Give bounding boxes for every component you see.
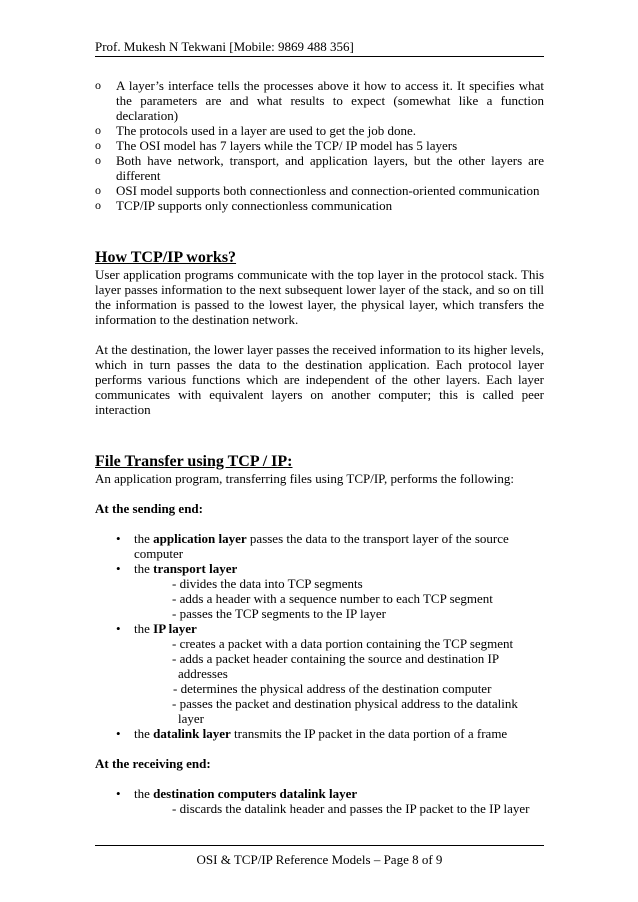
receiving-end-heading: At the receiving end: xyxy=(95,756,211,771)
sub-step: - adds a packet header containing the source and destination IP xyxy=(172,651,500,666)
list-item: • the application layer passes the data to the transport layer of the source computer xyxy=(116,531,509,561)
header-rule xyxy=(95,56,544,57)
bullet-icon: • xyxy=(116,621,121,636)
comparison-list xyxy=(95,78,544,213)
sending-steps-list xyxy=(95,531,544,741)
receiving-steps-list xyxy=(95,786,544,816)
bullet-icon: • xyxy=(116,531,121,546)
circle-bullet-icon: o xyxy=(95,153,101,167)
list-item: o TCP/IP supports only connectionless communication xyxy=(95,198,393,213)
list-item: o A layer’s interface tells the processes above it how to access it. It specifies what the parameters are and what results to expect (somewhat like a function declaration) xyxy=(95,78,544,123)
sub-step: - passes the packet and destination physical address to the datalink xyxy=(172,696,518,711)
page-header: Prof. Mukesh N Tekwani [Mobile: 9869 488 356] xyxy=(95,39,354,54)
sub-step-continuation: addresses xyxy=(178,666,228,681)
bullet-icon: • xyxy=(116,726,121,741)
section-heading-how-tcpip-works: How TCP/IP works? xyxy=(95,249,237,266)
list-item: o The protocols used in a layer are used to get the job done. xyxy=(95,123,416,138)
bullet-icon: • xyxy=(116,786,121,801)
circle-bullet-icon: o xyxy=(95,78,101,92)
sub-step: - determines the physical address of the destination computer xyxy=(173,681,492,696)
sub-step: - divides the data into TCP segments xyxy=(172,576,363,591)
paragraph: User application programs communicate with the top layer in the protocol stack. This layer passes information to the next subsequent lower layer of the stack, and so on till the information is passed to the lowest layer, the physical layer, which transfers the information to the destination network. xyxy=(95,267,544,327)
list-item: o Both have network, transport, and application layers, but the other layers are different xyxy=(95,153,544,183)
list-item: • the IP layer - creates a packet with a data portion containing the TCP segment - adds a packet header containing the source and destination IP addresses - determines the physical address of the destination computer - passes the packet and destination physical address to the datalink layer xyxy=(95,621,544,726)
circle-bullet-icon: o xyxy=(95,138,101,152)
page-footer: OSI & TCP/IP Reference Models – Page 8 of 9 xyxy=(196,852,443,867)
circle-bullet-icon: o xyxy=(95,123,101,137)
sub-step-continuation: layer xyxy=(178,711,204,726)
list-item: • the destination computers datalink layer - discards the datalink header and passes the IP packet to the IP layer xyxy=(95,786,544,816)
sending-end-heading: At the sending end: xyxy=(95,501,203,516)
circle-bullet-icon: o xyxy=(95,183,101,197)
paragraph: An application program, transferring files using TCP/IP, performs the following: xyxy=(95,471,514,486)
paragraph: At the destination, the lower layer passes the received information to its higher levels, which in turn passes the data to the destination application. Each protocol layer performs various functions which are independent of the other layers. Each layer communicates with equivalent layers on another computer; this is called peer interaction xyxy=(95,342,544,417)
section-heading-file-transfer: File Transfer using TCP / IP: xyxy=(95,453,293,470)
sub-step: - discards the datalink header and passes the IP packet to the IP layer xyxy=(172,801,530,816)
sub-step: - creates a packet with a data portion containing the TCP segment xyxy=(172,636,514,651)
list-item: • the datalink layer transmits the IP packet in the data portion of a frame xyxy=(116,726,508,741)
bullet-icon: • xyxy=(116,561,121,576)
circle-bullet-icon: o xyxy=(95,198,101,212)
sub-step: - passes the TCP segments to the IP layer xyxy=(172,606,386,621)
list-item: • the transport layer - divides the data into TCP segments - adds a header with a sequence number to each TCP segment - passes the TCP segments to the IP layer xyxy=(95,561,544,621)
page-content xyxy=(95,78,544,816)
list-item: o The OSI model has 7 layers while the TCP/ IP model has 5 layers xyxy=(95,138,458,153)
footer-rule xyxy=(95,845,544,846)
sub-step: - adds a header with a sequence number to each TCP segment xyxy=(172,591,493,606)
list-item: o OSI model supports both connectionless and connection-oriented communication xyxy=(95,183,540,198)
